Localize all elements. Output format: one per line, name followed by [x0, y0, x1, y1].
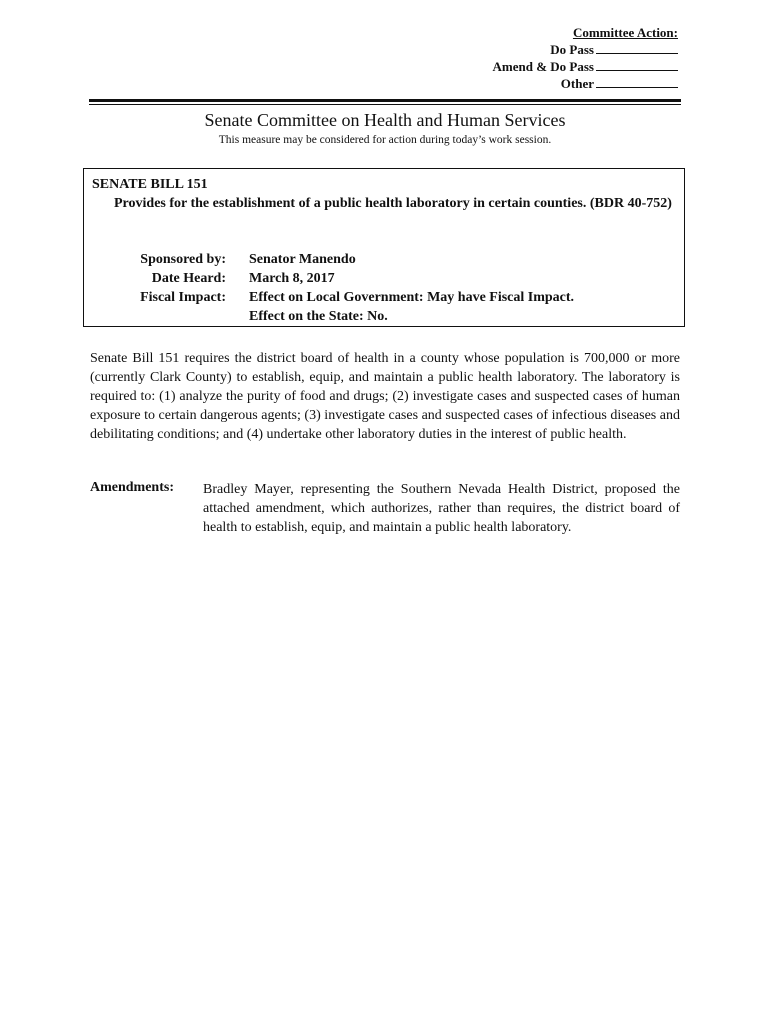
- action-option-label: Amend & Do Pass: [492, 59, 594, 74]
- action-option-amend-do-pass: [493, 58, 678, 75]
- fiscal-local-value: Effect on Local Government: May have Fiscal Impact.: [249, 290, 575, 305]
- committee-name: Senate Committee on Health and Human Services: [204, 110, 566, 130]
- amendments-label: Amendments:: [90, 480, 174, 495]
- fiscal-impact-label: Fiscal Impact:: [140, 290, 226, 305]
- bill-summary-paragraph: Senate Bill 151 requires the district board of health in a county whose population is 700,000 or more (currently Clark County) to establish, equip, and maintain a public health laboratory. The laboratory is required to: (1) analyze the purity of food and drugs; (2) investigate cases and suspected cases of human exposure to certain dangerous agents; (3) investigate cases and suspected cases of infectious diseases and debilitating conditions; and (4) undertake other laboratory duties in the interest of public health.: [90, 351, 680, 442]
- work-session-note: This measure may be considered for action during today’s work session.: [218, 134, 552, 146]
- action-option-label: Do Pass: [550, 42, 594, 57]
- committee-action-title: Committee Action:: [572, 25, 678, 40]
- action-option-other: [493, 75, 678, 92]
- action-option-label: Other: [560, 76, 594, 91]
- action-blank-line: [596, 42, 678, 54]
- bill-title: SENATE BILL 151: [92, 177, 208, 192]
- sponsored-label: Sponsored by:: [140, 252, 226, 267]
- sponsored-value: Senator Manendo: [249, 252, 356, 267]
- header-rule-thin: [89, 104, 681, 105]
- header-rule-thick: [89, 99, 681, 102]
- date-heard-label: Date Heard:: [151, 271, 226, 286]
- committee-action-block: [493, 24, 678, 92]
- action-option-do-pass: [493, 41, 678, 58]
- action-blank-line: [596, 76, 678, 88]
- amendments-text: Bradley Mayer, representing the Southern Nevada Health District, proposed the attached amendment, which authorizes, rather than requires, the district board of health to establish, equip, and maintain a public health laboratory.: [203, 482, 680, 535]
- bill-summary-box: [83, 168, 685, 327]
- bill-description: Provides for the establishment of a public health laboratory in certain counties. (BDR 40-752): [114, 196, 672, 211]
- fiscal-state-value: Effect on the State: No.: [249, 309, 388, 324]
- action-blank-line: [596, 59, 678, 71]
- date-heard-value: March 8, 2017: [249, 271, 335, 286]
